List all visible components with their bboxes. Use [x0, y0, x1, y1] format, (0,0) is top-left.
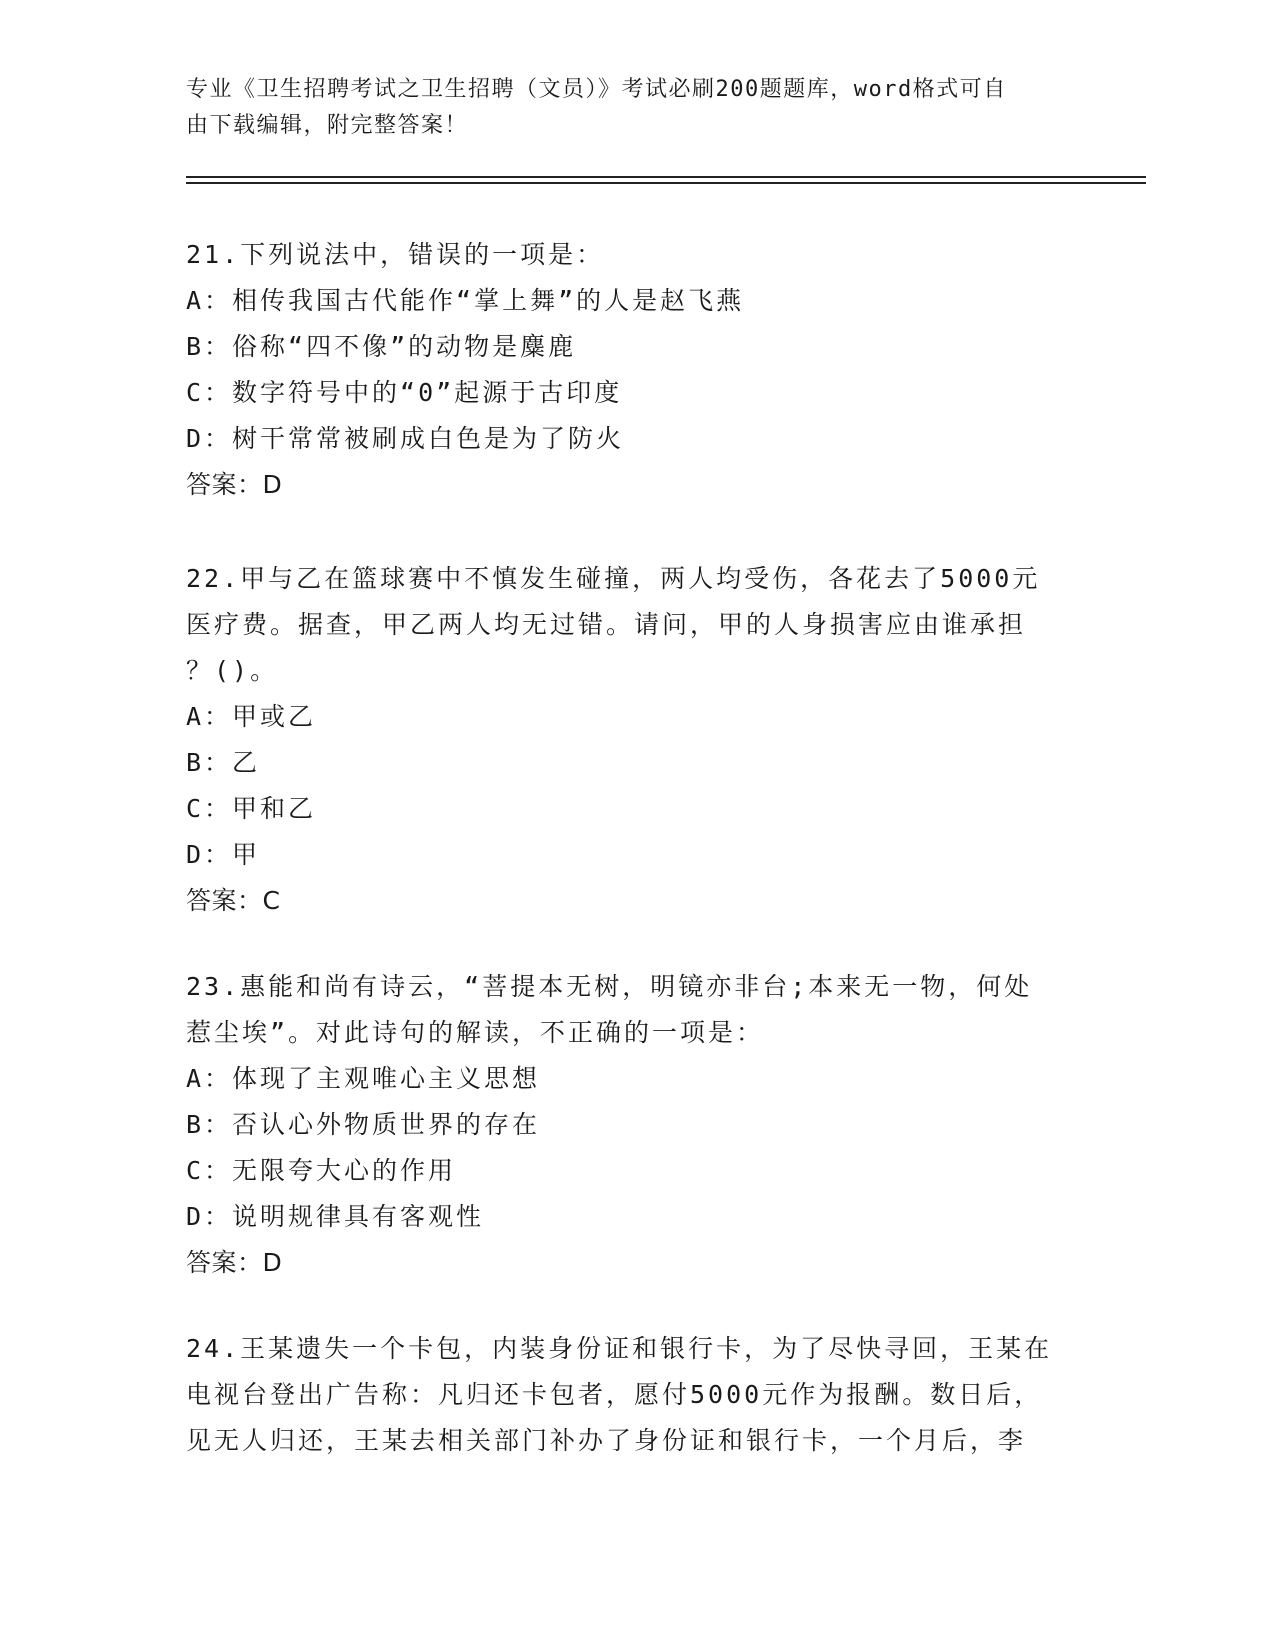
stem-line: 医疗费。据查，甲乙两人均无过错。请问，甲的人身损害应由谁承担: [186, 610, 1027, 639]
header-divider-bottom: [186, 182, 1146, 184]
question-stem: [186, 1326, 1076, 1464]
stem-line: 21.下列说法中，错误的一项是：: [186, 240, 605, 269]
stem-line: ？()。: [186, 656, 279, 685]
question-23: [186, 964, 1076, 1286]
stem-line: 22.甲与乙在篮球赛中不慎发生碰撞，两人均受伤，各花去了5000元: [186, 564, 1041, 593]
option-b: B：俗称“四不像”的动物是麋鹿: [186, 332, 577, 361]
stem-line: 惹尘埃”。对此诗句的解读，不正确的一项是：: [186, 1018, 765, 1047]
stem-line: 见无人归还，王某去相关部门补办了身份证和银行卡，一个月后，李: [186, 1426, 1027, 1455]
question-stem: [186, 556, 1076, 694]
question-24: [186, 1326, 1076, 1464]
document-header: [186, 72, 1066, 144]
question-stem: [186, 964, 1076, 1056]
answer-line: 答案：D: [186, 1248, 283, 1277]
header-line-2: 由下载编辑，附完整答案！: [186, 113, 469, 138]
option-b: B：乙: [186, 748, 261, 777]
stem-line: 电视台登出广告称：凡归还卡包者，愿付5000元作为报酬。数日后，: [186, 1380, 1043, 1409]
header-divider-top: [186, 176, 1146, 178]
question-stem: [186, 232, 1076, 278]
option-a: A：体现了主观唯心主义思想: [186, 1064, 541, 1093]
option-c: C：无限夸大心的作用: [186, 1156, 457, 1185]
stem-line: 23.惠能和尚有诗云，“菩提本无树，明镜亦非台;本来无一物，何处: [186, 972, 1033, 1001]
question-22: [186, 556, 1076, 924]
option-d: D：说明规律具有客观性: [186, 1202, 485, 1231]
option-a: A：相传我国古代能作“掌上舞”的人是赵飞燕: [186, 286, 745, 315]
answer-line: 答案：D: [186, 470, 283, 499]
option-a: A：甲或乙: [186, 702, 317, 731]
option-c: C：数字符号中的“0”起源于古印度: [186, 378, 623, 407]
answer-line: 答案：C: [186, 886, 281, 915]
stem-line: 24.王某遗失一个卡包，内装身份证和银行卡，为了尽快寻回，王某在: [186, 1334, 1053, 1363]
header-line-1: 专业《卫生招聘考试之卫生招聘（文员）》考试必刷200题题库，word格式可自: [186, 77, 1007, 102]
option-c: C：甲和乙: [186, 794, 317, 823]
question-21: [186, 232, 1076, 508]
option-d: D：甲: [186, 840, 261, 869]
option-d: D：树干常常被刷成白色是为了防火: [186, 424, 625, 453]
option-b: B：否认心外物质世界的存在: [186, 1110, 541, 1139]
